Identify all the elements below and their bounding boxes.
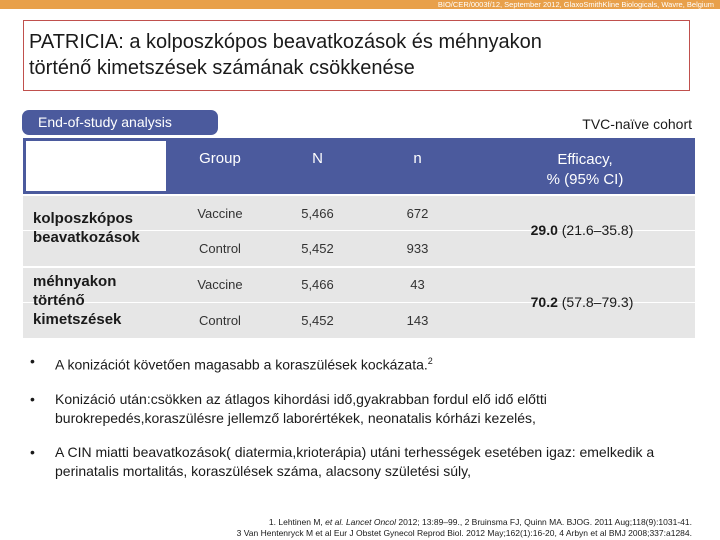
cell-group: Control [199,241,241,256]
cell-group: Vaccine [197,277,243,292]
bullet-dot: • [30,443,35,460]
cohort-label: TVC-naïve cohort [582,116,692,132]
bullet-item [30,352,700,375]
references [92,517,692,539]
row-label-colposcopy [33,209,140,247]
efficacy-ci: (57.8–79.3) [561,294,634,310]
row-label-line: beavatkozások [33,229,140,246]
analysis-pill: End-of-study analysis [22,110,218,135]
bullet-item [30,443,700,481]
header-n-small: n [413,150,422,167]
bullet-dot: • [30,390,35,407]
reference-line-1 [92,517,692,528]
title-box [23,20,690,91]
cell-n: 933 [406,241,429,256]
cell-n: 672 [406,206,429,221]
header-efficacy-line1: Efficacy, [557,151,613,168]
efficacy-colposcopy [487,222,677,238]
cell-N: 5,466 [301,206,334,221]
cell-n: 43 [410,277,425,292]
row-label-line: méhnyakon [33,273,117,290]
page-title [29,29,679,81]
cell-N: 5,466 [301,277,334,292]
cell-N: 5,452 [301,313,334,328]
efficacy-value: 70.2 [530,294,558,310]
bullet-dot: • [30,353,35,369]
efficacy-value: 29.0 [530,222,558,238]
table-header-blank-cell [26,141,166,191]
bullet-text: A CIN miatti beavatkozások( diatermia,krioterápia) utáni terhességek esetében igaz: emelkedik a perinatalis mortalitás, koraszülések száma, alacsony születési súly, [55,443,655,479]
bullet-text: Konizáció után:csökken az átlagos kihordási idő,gyakrabban fordul elő idő előtti burokrepedés,koraszülésre jellemző laborértékek, neonatalis kórházi kezelés, [55,390,547,426]
title-line-1: PATRICIA: a kolposzkópos beavatkozások és méhnyakon [29,31,542,53]
bullet-list [30,352,700,496]
header-group: Group [199,150,241,167]
bullet-superscript: 2 [427,356,433,366]
ref-text: 1. Lehtinen M, [268,517,326,527]
bullet-text: A konizációt követően magasabb a koraszülések kockázata. [55,356,428,373]
efficacy-ci: (21.6–35.8) [561,222,634,238]
header-efficacy-line2: % (95% CI) [546,171,624,188]
row-label-line: kolposzkópos [33,210,134,227]
header-efficacy [490,150,680,190]
title-line-2: történő kimetszések számának csökkenése [29,57,415,79]
cell-group: Control [199,313,241,328]
row-label-line: kimetszések [33,311,122,328]
row-label-excision [33,272,121,329]
reference-line-2: 3 Van Hentenryck M et al Eur J Obstet Gynecol Reprod Biol. 2012 May;162(1):16-20, 4 Arbyn et al BMJ 2008;337:a1284. [236,528,692,538]
header-n-big: N [312,150,323,167]
cell-N: 5,452 [301,241,334,256]
bullet-item [30,390,700,428]
cell-n: 143 [406,313,429,328]
row-label-line: történő [33,292,85,309]
ref-journal: et al. Lancet Oncol [325,517,397,527]
ref-text: 2012; 13:89–99., 2 Bruinsma FJ, Quinn MA. BJOG. 2011 Aug;118(9):1031-41. [396,517,692,527]
banner-text: BIO/CER/0003f/12, September 2012, GlaxoSmithKline Biologicals, Wavre, Belgium [437,0,714,9]
efficacy-excision [487,294,677,310]
cell-group: Vaccine [197,206,243,221]
top-banner [0,0,720,9]
